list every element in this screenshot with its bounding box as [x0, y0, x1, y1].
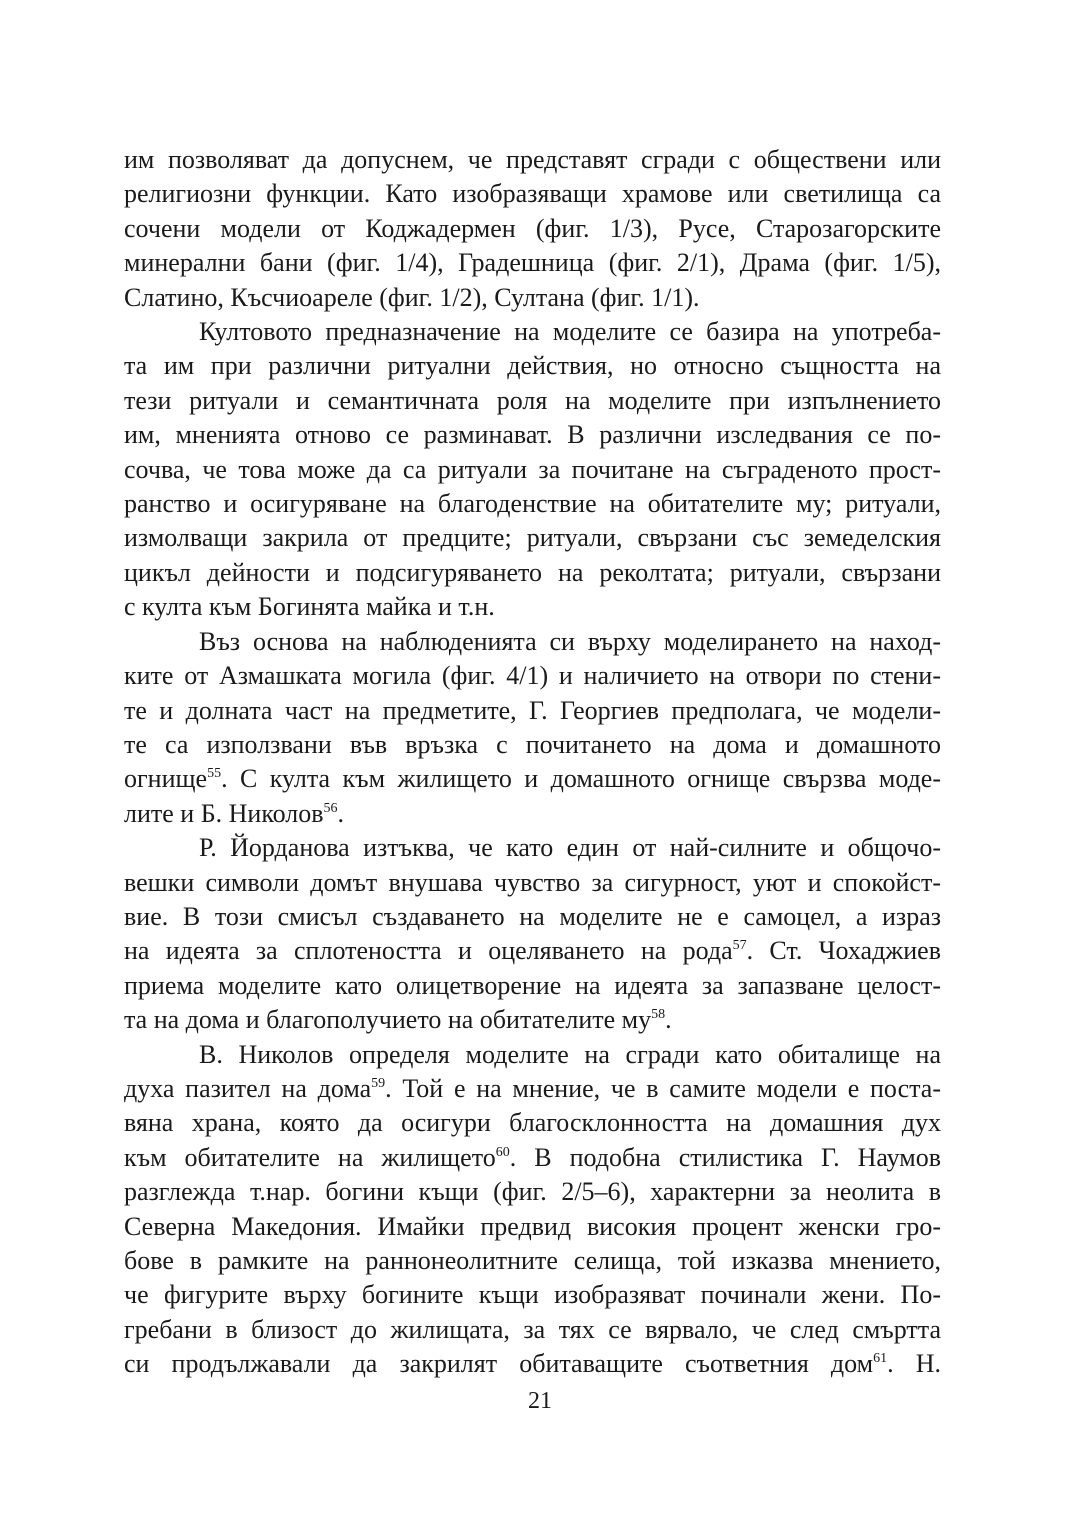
text-line — [124, 1244, 941, 1278]
text-line — [124, 177, 941, 211]
text-run: та им при различни ритуални действия, но относно същността на — [124, 351, 941, 381]
text-line — [124, 797, 941, 831]
text-line — [124, 418, 941, 452]
text-run: вешки символи домът внушава чувство за сигурност, уют и спокойст- — [124, 867, 941, 897]
paragraph — [124, 315, 941, 625]
text-line — [124, 1175, 941, 1209]
text-line — [124, 246, 941, 280]
footnote-ref: 59 — [371, 1075, 386, 1091]
text-run: вяна храна, която да осигури благосклонността на домашния дух — [124, 1108, 941, 1138]
footnote-ref: 60 — [495, 1144, 510, 1160]
text-run: Култовото предназначение на моделите се базира на употреба- — [199, 317, 941, 347]
text-run: . Той е на мнение, че в самите модели е поста- — [385, 1073, 941, 1103]
text-run: Въз основа на наблюденията си върху моделирането на наход- — [199, 626, 941, 656]
text-line — [124, 1347, 941, 1381]
paragraph — [124, 143, 941, 315]
text-run: разглежда т.нар. богини къщи (фиг. 2/5–6), характерни за неолита в — [124, 1177, 941, 1207]
footnote-ref: 55 — [207, 766, 222, 782]
text-line — [124, 1278, 941, 1312]
text-line — [124, 900, 941, 934]
text-run: Северна Македония. Имайки предвид високия процент женски гро- — [124, 1211, 941, 1241]
text-run: лите и Б. Николов — [124, 798, 324, 828]
text-run: цикъл дейности и подсигуряването на реколтата; ритуали, свързани — [124, 557, 941, 587]
text-line — [124, 1313, 941, 1347]
text-run: те са използвани във връзка с почитането на дома и домашното — [124, 729, 941, 759]
text-line — [124, 1141, 941, 1175]
text-run: . Н. — [887, 1349, 941, 1379]
text-line — [124, 728, 941, 762]
text-run: тези ритуали и семантичната роля на моделите при изпълнението — [124, 385, 941, 415]
paragraph — [124, 625, 941, 831]
page-number: 21 — [528, 1388, 552, 1414]
text-run: те и долната част на предметите, Г. Георгиев предполага, че модели- — [124, 695, 941, 725]
text-line — [124, 969, 941, 1003]
footnote-ref: 57 — [732, 938, 747, 954]
text-run: духа пазител на дома — [124, 1073, 372, 1103]
text-run: минерални бани (фиг. 1/4), Градешница (фиг. 2/1), Драма (фиг. 1/5), — [124, 248, 941, 278]
text-line — [124, 556, 941, 590]
page-body — [124, 143, 941, 1382]
text-run: . В подобна стилистика Г. Наумов — [509, 1142, 941, 1172]
text-run: бове в рамките на раннонеолитните селища, той изказва мнението, — [124, 1246, 941, 1275]
text-line — [124, 453, 941, 487]
text-run: им позволяват да допуснем, че представят сгради с обществени или — [124, 145, 941, 174]
text-line — [124, 590, 941, 624]
text-line — [124, 1210, 941, 1244]
text-line — [124, 143, 941, 177]
text-run: . Ст. Чохаджиев — [746, 936, 941, 966]
text-line — [124, 349, 941, 383]
text-line — [124, 934, 941, 968]
text-run: . С култа към жилището и домашното огнище свързва моде- — [221, 764, 941, 794]
text-run: приема моделите като олицетворение на идеята за запазване целост- — [124, 970, 941, 1000]
text-run: вие. В този смисъл създаването на моделите не е самоцел, а израз — [124, 901, 941, 931]
paragraph — [124, 1038, 941, 1382]
paragraph — [124, 831, 941, 1037]
text-line — [124, 1038, 941, 1072]
text-run: към обитателите на жилището — [124, 1142, 496, 1172]
text-line — [124, 1003, 941, 1037]
text-line — [124, 659, 941, 693]
text-line — [124, 694, 941, 728]
text-run: В. Николов определя моделите на сгради като обиталище на — [199, 1039, 941, 1069]
text-run: на идеята за сплотеността и оцеляването на рода — [124, 936, 733, 966]
text-run: . — [665, 1005, 672, 1035]
text-run: ките от Азмашката могила (фиг. 4/1) и наличието на отвори по стени- — [124, 661, 941, 691]
text-run: сочени модели от Коджадермен (фиг. 1/3), Русе, Старозагорските — [124, 213, 941, 243]
text-line — [124, 762, 941, 796]
text-line — [124, 315, 941, 349]
text-run: с култа към Богинята майка и т.н. — [124, 592, 495, 622]
text-run: си продължавали да закрилят обитаващите съответния дом — [124, 1349, 874, 1379]
text-line — [124, 487, 941, 521]
text-run: сочва, че това може да са ритуали за почитане на съграденото прост- — [124, 454, 941, 484]
text-line — [124, 384, 941, 418]
text-line — [124, 212, 941, 246]
text-line — [124, 521, 941, 555]
text-run: гребани в близост до жилищата, за тях се вярвало, че след смъртта — [124, 1314, 941, 1344]
text-run: че фигурите върху богините къщи изобразяват починали жени. По- — [124, 1280, 941, 1310]
text-run: ранство и осигуряване на благоденствие на обитателите му; ритуали, — [124, 489, 941, 519]
text-run: та на дома и благополучието на обитателите му — [124, 1005, 652, 1035]
text-line — [124, 625, 941, 659]
text-run: им, мненията отново се разминават. В различни изследвания се по- — [124, 420, 941, 450]
text-line — [124, 831, 941, 865]
text-run: огнище — [124, 764, 208, 794]
text-line — [124, 866, 941, 900]
text-line — [124, 1106, 941, 1140]
text-run: . — [337, 798, 345, 828]
footnote-ref: 56 — [323, 800, 338, 816]
footnote-ref: 61 — [873, 1351, 888, 1367]
text-run: религиозни функции. Като изобразяващи храмове или светилища са — [124, 179, 941, 209]
text-line — [124, 281, 941, 315]
text-run: Р. Йорданова изтъква, че като един от най-силните и общочо- — [199, 833, 941, 863]
footnote-ref: 58 — [651, 1007, 666, 1023]
text-run: Слатино, Късчиоареле (фиг. 1/2), Султана (фиг. 1/1). — [124, 282, 700, 312]
text-run: измолващи закрила от предците; ритуали, свързани със земеделския — [124, 523, 941, 553]
text-line — [124, 1072, 941, 1106]
